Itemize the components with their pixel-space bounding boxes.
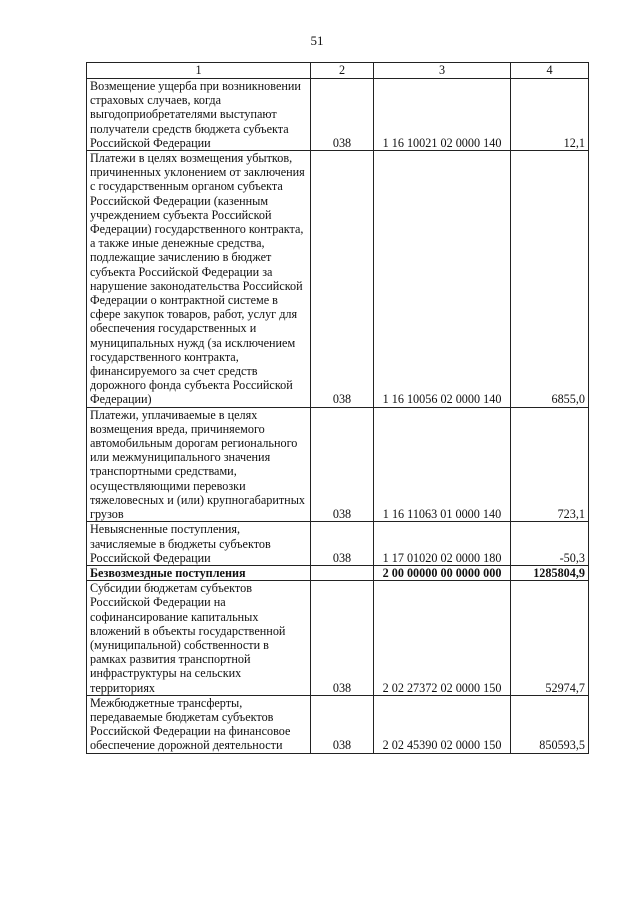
table-row	[87, 695, 589, 753]
row-name: Платежи в целях возмещения убытков, причиненных уклонением от заключения с государственным органом субъекта Российской Федерации (казенным учреждением субъекта Российской Федерации) государственного контракта, а также иные денежные средства, подлежащие зачислению в бюджет субъекта Российской Федерации за нарушение законодательства Российской Федерации о контрактной системе в сфере закупок товаров, работ, услуг для обеспечения государственных и муниципальных нужд (за исключением государственного контракта, финансируемого за счет средств дорожного фонда субъекта Российской Федерации)	[87, 151, 311, 408]
row-name: Межбюджетные трансферты, передаваемые бюджетам субъектов Российской Федерации на финансовое обеспечение дорожной деятельности	[87, 695, 311, 753]
row-name: Платежи, уплачиваемые в целях возмещения вреда, причиняемого автомобильным дорогам регионального или межмуниципального значения транспортными средствами, осуществляющими перевозки тяжеловесных и (или) крупногабаритных грузов	[87, 407, 311, 522]
row-amount: 723,1	[511, 407, 589, 522]
row-classification-code: 1 16 10056 02 0000 140	[374, 151, 511, 408]
table-row	[87, 522, 589, 566]
row-classification-code: 1 16 10021 02 0000 140	[374, 79, 511, 151]
row-classification-code: 1 17 01020 02 0000 180	[374, 522, 511, 566]
row-admin-code: 038	[311, 407, 374, 522]
row-amount: 6855,0	[511, 151, 589, 408]
table-row	[87, 79, 589, 151]
column-header-4: 4	[511, 63, 589, 79]
column-header-2: 2	[311, 63, 374, 79]
row-name: Невыясненные поступления, зачисляемые в бюджеты субъектов Российской Федерации	[87, 522, 311, 566]
row-amount: 1285804,9	[511, 565, 589, 580]
row-amount: 850593,5	[511, 695, 589, 753]
row-classification-code: 2 02 45390 02 0000 150	[374, 695, 511, 753]
row-admin-code	[311, 565, 374, 580]
column-header-3: 3	[374, 63, 511, 79]
column-header-1: 1	[87, 63, 311, 79]
row-admin-code: 038	[311, 522, 374, 566]
table-row	[87, 581, 589, 696]
row-classification-code: 2 02 27372 02 0000 150	[374, 581, 511, 696]
row-amount: 52974,7	[511, 581, 589, 696]
page-number: 51	[310, 33, 324, 48]
row-name: Субсидии бюджетам субъектов Российской Федерации на софинансирование капитальных вложений в объекты государственной (муниципальной) собственности в рамках развития транспортной инфраструктуры на сельских территориях	[87, 581, 311, 696]
table-row	[87, 151, 589, 408]
row-name: Возмещение ущерба при возникновении страховых случаев, когда выгодоприобретателями выступают получатели средств бюджета субъекта Российской Федерации	[87, 79, 311, 151]
row-admin-code: 038	[311, 695, 374, 753]
table-row-total	[87, 565, 589, 580]
row-admin-code: 038	[311, 79, 374, 151]
row-amount: 12,1	[511, 79, 589, 151]
row-classification-code: 1 16 11063 01 0000 140	[374, 407, 511, 522]
table-row	[87, 407, 589, 522]
table-header-row	[87, 63, 589, 79]
row-admin-code: 038	[311, 151, 374, 408]
row-admin-code: 038	[311, 581, 374, 696]
row-amount: -50,3	[511, 522, 589, 566]
revenue-table	[86, 62, 589, 754]
row-name: Безвозмездные поступления	[87, 565, 311, 580]
row-classification-code: 2 00 00000 00 0000 000	[374, 565, 511, 580]
